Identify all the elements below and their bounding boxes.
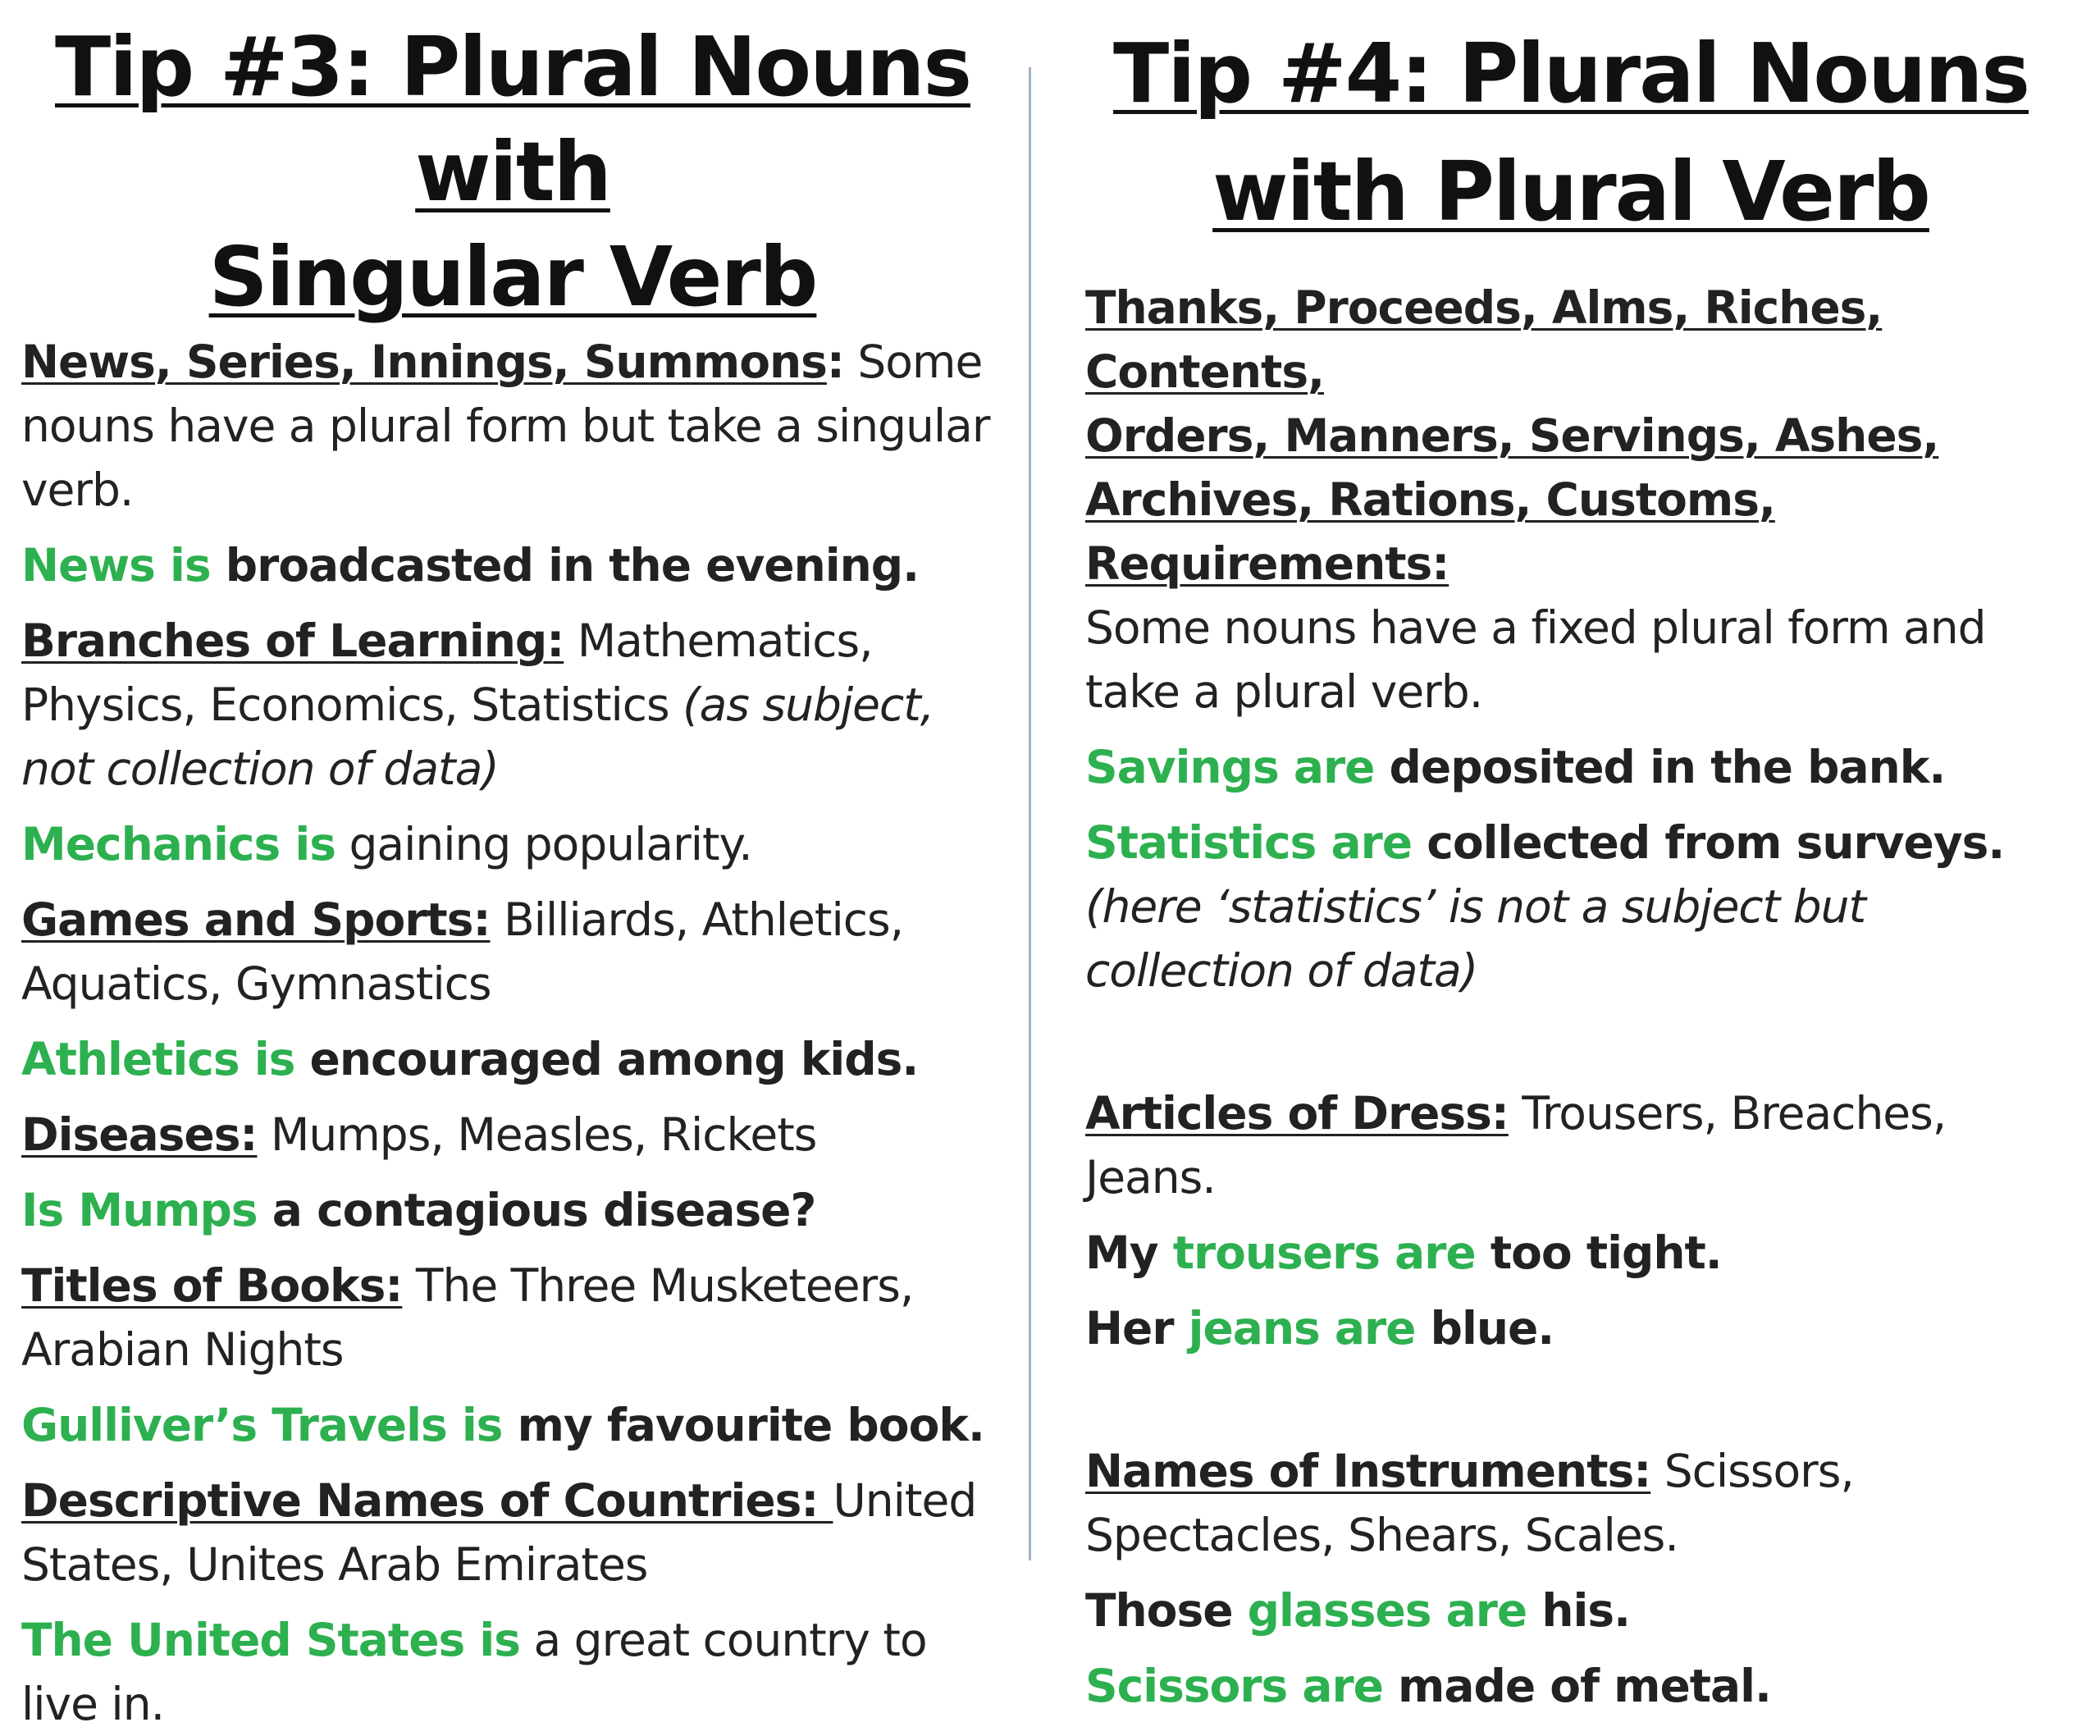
example-subject: trousers are [1172,1227,1476,1279]
example-rest: a great country to live in. [21,1614,927,1730]
right-title [1042,15,2100,251]
example-rest: too tight. [1475,1227,1722,1279]
example-mechanics [21,812,1001,876]
rule-branches-of-learning [21,609,1001,801]
rule-articles-of-dress [1085,1081,2084,1209]
example-news [21,533,1001,597]
example-note: (here ‘statistics’ is not a subject but collection of data) [1085,880,1866,997]
rule-heading: Articles of Dress: [1085,1087,1509,1140]
rule-heading: Descriptive Names of Countries: [21,1474,833,1527]
rule-heading-line1: Thanks, Proceeds, Alms, Riches, Contents, [1085,281,1883,398]
example-athletics [21,1027,1001,1091]
rule-text: Scissors, Spectacles, Shears, Scales. [1085,1445,1854,1561]
rule-text: Trousers, Breaches, Jeans. [1085,1087,1947,1204]
example-prefix: Those [1085,1584,1248,1637]
example-rest: his. [1527,1584,1630,1637]
right-content [1042,276,2100,1718]
rule-heading: Names of Instruments: [1085,1445,1651,1497]
left-title [0,15,1025,330]
rule-note: (as subject, not collection of data) [21,678,934,795]
left-title-line2: Singular Verb [208,229,817,325]
example-rest: deposited in the bank. [1374,741,1946,793]
rule-names-of-countries [21,1469,1001,1597]
rule-text: Some nouns have a fixed plural form and take a plural verb. [1085,601,1986,718]
rule-text: Mathematics, Physics, Economics, Statistics [21,614,873,731]
example-statistics [1085,811,2084,1003]
right-title-line2: with Plural Verb [1212,144,1929,240]
rule-names-of-instruments [1085,1439,2084,1567]
rule-titles-of-books [21,1254,1001,1382]
example-subject: The United States is [21,1614,520,1666]
rule-fixed-plural-nouns [1085,276,2084,724]
rule-news-series [21,330,1001,522]
example-rest: collected from surveys. [1412,816,2005,869]
example-subject: Athletics is [21,1033,295,1085]
example-rest: made of metal. [1382,1660,1771,1712]
example-rest: my favourite book. [502,1399,984,1451]
rule-text: United States, Unites Arab Emirates [21,1474,977,1591]
left-column [0,0,1025,1736]
rule-colon: : [826,336,844,388]
rule-heading: Diseases: [21,1108,258,1161]
example-savings [1085,735,2084,799]
column-divider [1029,67,1031,1560]
rule-text: Billiards, Athletics, Aquatics, Gymnastics [21,893,904,1010]
example-prefix: Her [1085,1302,1189,1355]
rule-text: The Three Musketeers, Arabian Nights [21,1259,914,1376]
example-trousers [1085,1221,2084,1285]
rule-heading-line3: Archives, Rations, Customs, Requirements: [1085,473,1775,590]
rule-text: Mumps, Measles, Rickets [257,1108,817,1161]
rule-text: Some nouns have a plural form but take a singular verb. [21,336,990,516]
example-united-states [21,1608,1001,1736]
example-subject: Savings are [1085,741,1375,793]
example-subject: glasses are [1247,1584,1527,1637]
left-title-line1: Tip #3: Plural Nouns with [54,19,970,220]
example-rest: blue. [1415,1302,1554,1355]
example-rest: a contagious disease? [257,1184,816,1236]
example-subject: Gulliver’s Travels is [21,1399,503,1451]
rule-heading: Titles of Books: [21,1259,403,1312]
example-subject: Scissors are [1085,1660,1383,1712]
example-scissors [1085,1654,2084,1718]
right-column [1042,0,2100,1718]
example-prefix: My [1085,1227,1173,1279]
example-subject: News is [21,539,211,592]
example-jeans [1085,1296,2084,1360]
example-subject: Statistics are [1085,816,1413,869]
example-gullivers-travels [21,1393,1001,1457]
example-subject: Is Mumps [21,1184,258,1236]
rule-diseases [21,1103,1001,1167]
example-glasses [1085,1578,2084,1642]
rule-heading: News, Series, Innings, Summons [21,336,827,388]
rule-games-and-sports [21,888,1001,1016]
example-rest: broadcasted in the evening. [210,539,920,592]
left-content [0,330,1025,1736]
example-rest: gaining popularity. [336,818,752,870]
rule-heading: Branches of Learning: [21,614,564,667]
example-rest: encouraged among kids. [294,1033,919,1085]
rule-heading-line2: Orders, Manners, Servings, Ashes, [1085,409,1939,462]
rule-heading: Games and Sports: [21,893,491,946]
example-subject: Mechanics is [21,818,336,870]
example-mumps [21,1178,1001,1242]
right-title-line1: Tip #4: Plural Nouns [1112,25,2029,121]
example-subject: jeans are [1188,1302,1416,1355]
